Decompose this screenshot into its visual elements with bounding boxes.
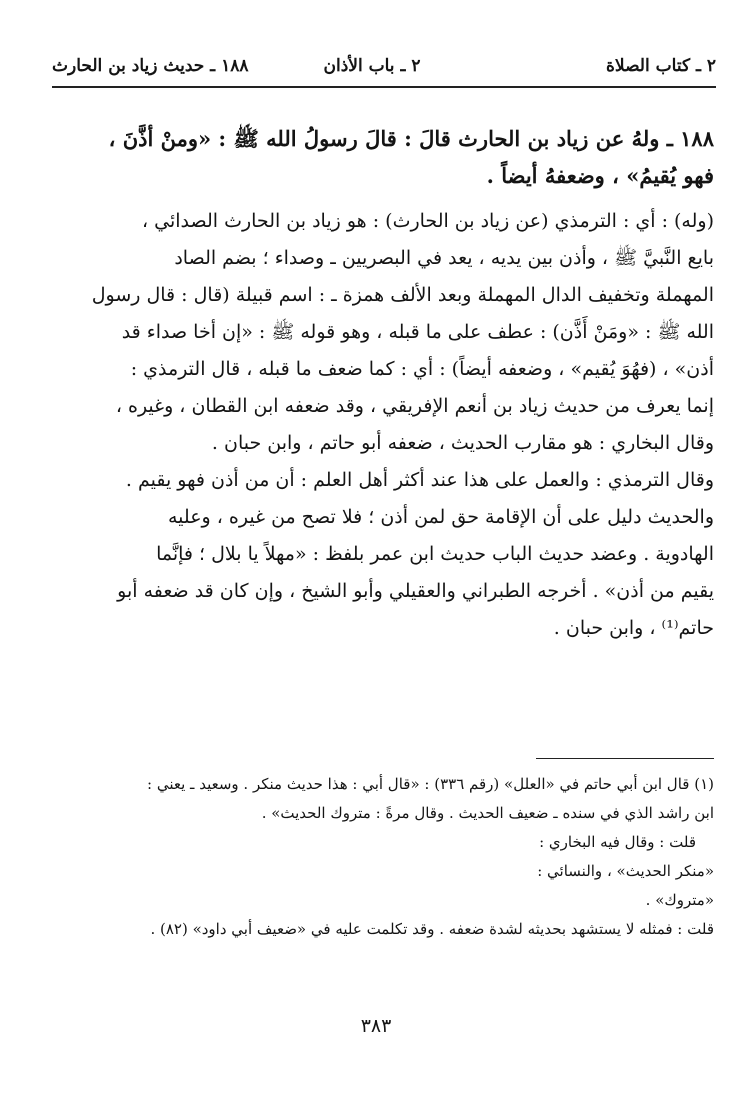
commentary-line: (وله) : أي : الترمذي (عن زياد بن الحارث) : هو زياد بن الحارث الصدائي ،	[141, 210, 714, 232]
commentary-line: بايع النَّبيَّ ﷺ ، وأذن بين يديه ، يعد في البصريين ـ وصداء ؛ بضم الصاد	[174, 247, 714, 269]
commentary-line: أذن» ، (فهُوَ يُقيم» ، وضعفه أيضاً) : أي : كما ضعف ما قبله ، قال الترمذي :	[130, 358, 714, 380]
header-hadith-title: ١٨٨ ـ حديث زياد بن الحارث	[52, 56, 249, 76]
header-chapter: ٢ ـ كتاب الصلاة	[606, 56, 716, 76]
hadith-text-line: ١٨٨ ـ ولهُ عن زياد بن الحارث قالَ : قالَ رسولُ الله ﷺ : «ومنْ أذَّنَ ،	[108, 126, 714, 151]
commentary-line: المهملة وتخفيف الدال المهملة وبعد الألف همزة ـ : اسم قبيلة (قال : قال رسول	[91, 284, 714, 306]
commentary-line: الله ﷺ : «ومَنْ أَذَّن) : عطف على ما قبله ، وهو قوله ﷺ : «إن أخا صداء قد	[121, 321, 714, 343]
commentary-line: وقال البخاري : هو مقارب الحديث ، ضعفه أبو حاتم ، وابن حبان .	[211, 432, 714, 454]
footnotes	[52, 770, 714, 944]
hadith-text-line: فهو يُقيمُ» ، وضعفهُ أيضاً .	[486, 163, 714, 188]
commentary-line: وقال الترمذي : والعمل على هذا عند أكثر أهل العلم : أن من أذن فهو يقيم .	[125, 469, 714, 491]
page-number: ٣٨٣	[360, 1015, 392, 1037]
footnote-line: «منكر الحديث» ، والنسائي :	[537, 862, 714, 880]
commentary-line: إنما يعرف من حديث زياد بن أنعم الإفريقي ، وقد ضعفه ابن القطان ، وغيره ،	[115, 395, 714, 417]
footnote-line: (١) قال ابن أبي حاتم في «العلل» (رقم ٣٣٦) : «قال أبي : هذا حديث منكر . وسعيد ـ يعني :	[147, 775, 714, 793]
footnote-line: ابن راشد الذي في سنده ـ ضعيف الحديث . وقال مرةً : متروك الحديث» .	[261, 804, 714, 822]
commentary-line: والحديث دليل على أن الإقامة حق لمن أذن ؛ فلا تصح من غيره ، وعليه	[167, 506, 714, 528]
running-header	[52, 52, 716, 84]
commentary-line: حاتم⁽¹⁾ ، وابن حبان .	[553, 617, 714, 639]
footnote-separator	[536, 758, 714, 759]
footnote-line: «متروك» .	[645, 891, 714, 909]
commentary-line: يقيم من أذن» . أخرجه الطبراني والعقيلي وأبو الشيخ ، وإن كان قد ضعفه أبو	[117, 580, 714, 602]
header-rule	[52, 86, 716, 88]
header-section: ٢ ـ باب الأذان	[323, 56, 421, 76]
commentary-line: الهادوية . وعضد حديث الباب حديث ابن عمر بلفظ : «مهلاً يا بلال ؛ فإنَّما	[156, 543, 714, 565]
main-text	[58, 120, 714, 647]
footnote-line: قلت : وقال فيه البخاري :	[539, 833, 696, 851]
footnote-line: قلت : فمثله لا يستشهد بحديثه لشدة ضعفه . وقد تكلمت عليه في «ضعيف أبي داود» (٨٢) .	[150, 920, 714, 938]
